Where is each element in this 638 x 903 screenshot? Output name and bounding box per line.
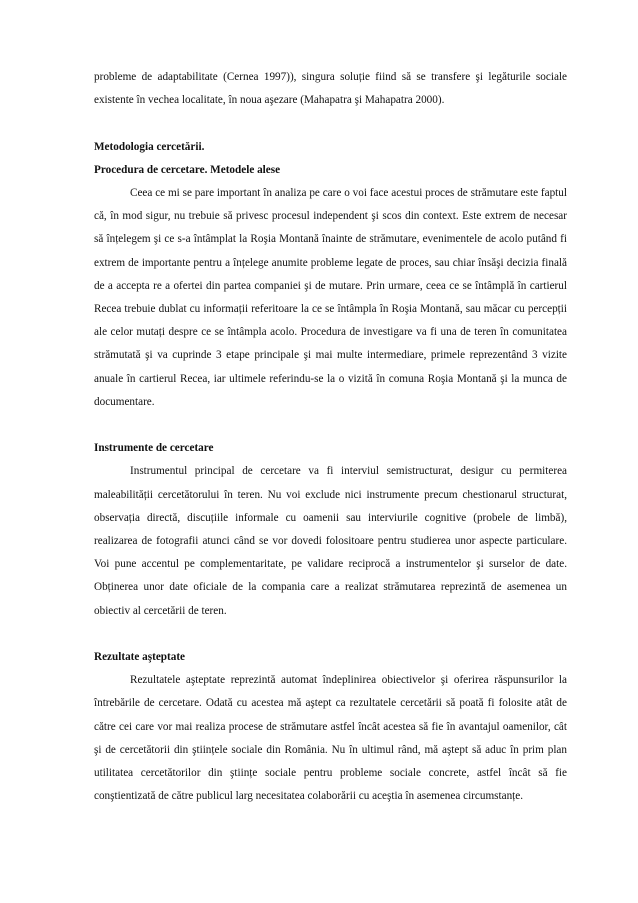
instruments-heading: Instrumente de cercetare bbox=[94, 442, 214, 455]
results-paragraph: Rezultatele aşteptate reprezintă automat îndeplinirea obiectivelor şi oferirea răspunsurilor la întrebările de cercetare. Odată cu acestea mă aştept ca rezultatele cercetării să poată fi folosite atât de către cei care vor mai realiza procese de strămutare astfel încât acestea să fie în avantajul oamenilor, cât şi de cercetătorii din ştiințele sociale din România. Nu în ultimul rând, mă aştept să aduc în prim plan utilitatea cercetătorilor din ştiințe sociale pentru probleme sociale concrete, astfel încât să fie conştientizată de către publicul larg necesitatea colaborării cu aceştia în asemenea circumstanțe. bbox=[94, 674, 567, 803]
methodology-heading: Metodologia cercetării. bbox=[94, 140, 205, 153]
spacer bbox=[94, 623, 567, 646]
spacer bbox=[94, 112, 567, 135]
document-body bbox=[94, 66, 567, 808]
instruments-paragraph: Instrumentul principal de cercetare va fi interviul semistructurat, desigur cu permiterea maleabilității cercetătorului în teren. Nu voi exclude nici instrumente precum chestionarul structurat, observația directă, discuțiile informale cu oamenii sau interviurile cognitive (probele de limbă), realizarea de fotografii atunci când se vor dovedi folositoare pentru studierea unor aspecte particulare. Voi pune accentul pe complementaritate, pe validare reciprocă a instrumentelor şi surselor de date. Obținerea unor date oficiale de la compania care a realizat strămutarea reprezintă de asemenea un obiectiv al cercetării de teren. bbox=[94, 465, 567, 617]
spacer bbox=[94, 414, 567, 437]
methodology-paragraph: Ceea ce mi se pare important în analiza pe care o voi face acestui proces de strămutare este faptul că, în mod sigur, nu trebuie să privesc procesul independent şi scos din context. Este extrem de necesar să înțelegem şi ce s-a întâmplat la Roşia Montană înainte de strămutare, evenimentele de acolo putând fi extrem de importante pentru a înțelege anumite probleme legate de proces, sau chiar însăşi decizia finală de a accepta re a ofertei din partea companiei şi de mutare. Prin urmare, ceea ce se întâmplă în cartierul Recea trebuie dublat cu informații referitoare la ce se întâmpla în Roşia Montană, sau măcar cu percepții ale celor mutați despre ce se întâmpla acolo. Procedura de investigare va fi una de teren în comunitatea strămutată şi va cuprinde 3 etape principale şi mai multe intermediare, primele reprezentând 3 vizite anuale în cartierul Recea, iar ultimele referindu-se la o vizită în comuna Roşia Montană şi la munca de documentare. bbox=[94, 187, 567, 408]
procedure-subheading: Procedura de cercetare. Metodele alese bbox=[94, 163, 281, 176]
results-heading: Rezultate aşteptate bbox=[94, 651, 186, 664]
intro-paragraph: probleme de adaptabilitate (Cernea 1997)), singura soluție fiind să se transfere şi legăturile sociale existente în vechea localitate, în noua aşezare (Mahapatra şi Mahapatra 2000). bbox=[94, 71, 567, 107]
